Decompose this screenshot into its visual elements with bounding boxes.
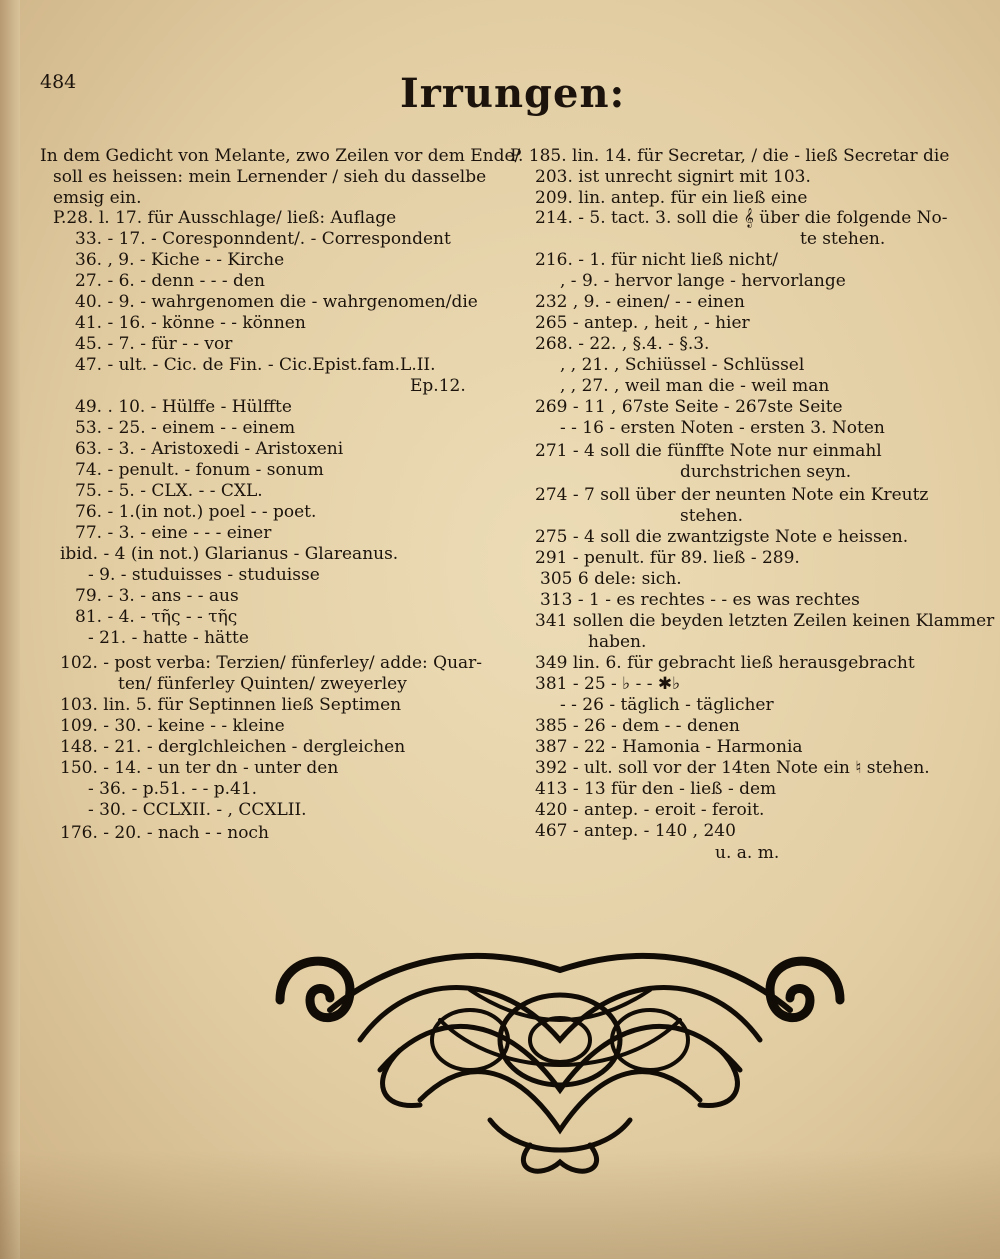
errata-entry-left: 176. - 20. - nach - - noch (60, 823, 269, 843)
errata-entry-right: 392 - ult. soll vor der 14ten Note ein ♮ stehen. (535, 758, 930, 778)
errata-entry-left: 79. - 3. - ans - - aus (75, 586, 239, 606)
errata-entry-right: 313 - 1 - es rechtes - - es was rechtes (540, 590, 860, 610)
errata-entry-left: 33. - 17. - Coresponndent/. - Correspondent (75, 229, 451, 249)
intro-line: soll es heissen: mein Lernender / sieh du dasselbe (53, 167, 487, 187)
errata-entry-right: te stehen. (800, 229, 886, 249)
errata-entry-right: 387 - 22 - Hamonia - Harmonia (535, 737, 803, 757)
errata-entry-right: 275 - 4 soll die zwantzigste Note e heissen. (535, 527, 909, 547)
errata-entry-right: haben. (588, 632, 647, 652)
page-gutter-edge (0, 0, 20, 1259)
errata-entry-right: 349 lin. 6. für gebracht ließ herausgebracht (535, 653, 915, 673)
errata-entry-left: 47. - ult. - Cic. de Fin. - Cic.Epist.fam.L.II. (75, 355, 436, 375)
errata-entry-left: 53. - 25. - einem - - einem (75, 418, 296, 438)
errata-entry-right: P. 185. lin. 14. für Secretar, / die - ließ Secretar die (510, 146, 950, 166)
errata-entry-right: , - 9. - hervor lange - hervorlange (560, 271, 846, 291)
errata-entry-right: 341 sollen die beyden letzten Zeilen keinen Klammer (535, 611, 995, 631)
errata-entry-left: 102. - post verba: Terzien/ fünferley/ adde: Quar- (60, 653, 483, 673)
errata-entry-right: 274 - 7 soll über der neunten Note ein Kreutz (535, 485, 929, 505)
errata-entry-left: 74. - penult. - fonum - sonum (75, 460, 324, 480)
errata-entry-right: 291 - penult. für 89. ließ - 289. (535, 548, 800, 568)
errata-entry-left: 63. - 3. - Aristoxedi - Aristoxeni (75, 439, 344, 459)
errata-entry-right: 216. - 1. für nicht ließ nicht/ (535, 250, 778, 270)
errata-entry-left: - 30. - CCLXII. - , CCXLII. (88, 800, 307, 820)
errata-entry-right: 385 - 26 - dem - - denen (535, 716, 740, 736)
closing-abbreviation: u. a. m. (715, 843, 780, 863)
errata-entry-right: 271 - 4 soll die fünffte Note nur einmahl (535, 441, 882, 461)
errata-entry-right: 268. - 22. , §.4. - §.3. (535, 334, 710, 354)
errata-entry-left: - 9. - studuisses - studuisse (88, 565, 320, 585)
errata-entry-right: , , 27. , weil man die - weil man (560, 376, 830, 396)
errata-entry-left: 40. - 9. - wahrgenomen die - wahrgenomen/die (75, 292, 478, 312)
errata-entry-left: 41. - 16. - könne - - können (75, 313, 306, 333)
errata-entry-left: P.28. l. 17. für Ausschlage/ ließ: Auflage (53, 208, 397, 228)
errata-entry-left: 109. - 30. - keine - - kleine (60, 716, 285, 736)
errata-entry-left: 45. - 7. - für - - vor (75, 334, 233, 354)
errata-entry-left: 36. , 9. - Kiche - - Kirche (75, 250, 285, 270)
errata-entry-left: - 21. - hatte - hätte (88, 628, 249, 648)
page-number: 484 (40, 71, 77, 93)
errata-entry-right: 209. lin. antep. für ein ließ eine (535, 188, 808, 208)
errata-entry-right: stehen. (680, 506, 743, 526)
errata-entry-left: 103. lin. 5. für Septinnen ließ Septimen (60, 695, 402, 715)
errata-entry-left: - 36. - p.51. - - p.41. (88, 779, 258, 799)
errata-entry-left: 81. - 4. - τῆς - - τῆς (75, 607, 238, 627)
errata-entry-left: 49. . 10. - Hülffe - Hülffte (75, 397, 292, 417)
errata-entry-left: ibid. - 4 (in not.) Glarianus - Glareanus. (60, 544, 399, 564)
errata-entry-left: ten/ fünferley Quinten/ zweyerley (118, 674, 407, 694)
errata-entry-left: Ep.12. (410, 376, 466, 396)
errata-entry-right: durchstrichen seyn. (680, 462, 852, 482)
errata-entry-left: 75. - 5. - CLX. - - CXL. (75, 481, 263, 501)
errata-entry-right: 203. ist unrecht signirt mit 103. (535, 167, 811, 187)
errata-entry-right: 467 - antep. - 140 , 240 (535, 821, 736, 841)
errata-entry-right: 265 - antep. , heit , - hier (535, 313, 750, 333)
errata-entry-left: 27. - 6. - denn - - - den (75, 271, 265, 291)
errata-entry-right: 420 - antep. - eroit - feroit. (535, 800, 765, 820)
errata-entry-right: , , 21. , Schiüssel - Schlüssel (560, 355, 805, 375)
errata-entry-left: 148. - 21. - derglchleichen - dergleichen (60, 737, 406, 757)
errata-entry-right: 381 - 25 - ♭ - - ✱♭ (535, 674, 681, 694)
errata-entry-right: 269 - 11 , 67ste Seite - 267ste Seite (535, 397, 843, 417)
errata-entry-right: 413 - 13 für den - ließ - dem (535, 779, 777, 799)
page-title: Irrungen: (400, 70, 626, 117)
baroque-vignette-ornament-icon (270, 930, 850, 1180)
intro-line: emsig ein. (53, 188, 142, 208)
errata-entry-right: - - 26 - täglich - täglicher (560, 695, 774, 715)
intro-line: In dem Gedicht von Melante, zwo Zeilen vor dem Ende/ (40, 146, 521, 166)
errata-entry-right: - - 16 - ersten Noten - ersten 3. Noten (560, 418, 885, 438)
errata-entry-right: 214. - 5. tact. 3. soll die 𝄞 über die folgende No- (535, 208, 948, 228)
errata-entry-left: 77. - 3. - eine - - - einer (75, 523, 272, 543)
errata-entry-left: 150. - 14. - un ter dn - unter den (60, 758, 339, 778)
errata-entry-right: 305 6 dele: sich. (540, 569, 682, 589)
errata-entry-left: 76. - 1.(in not.) poel - - poet. (75, 502, 317, 522)
errata-entry-right: 232 , 9. - einen/ - - einen (535, 292, 745, 312)
